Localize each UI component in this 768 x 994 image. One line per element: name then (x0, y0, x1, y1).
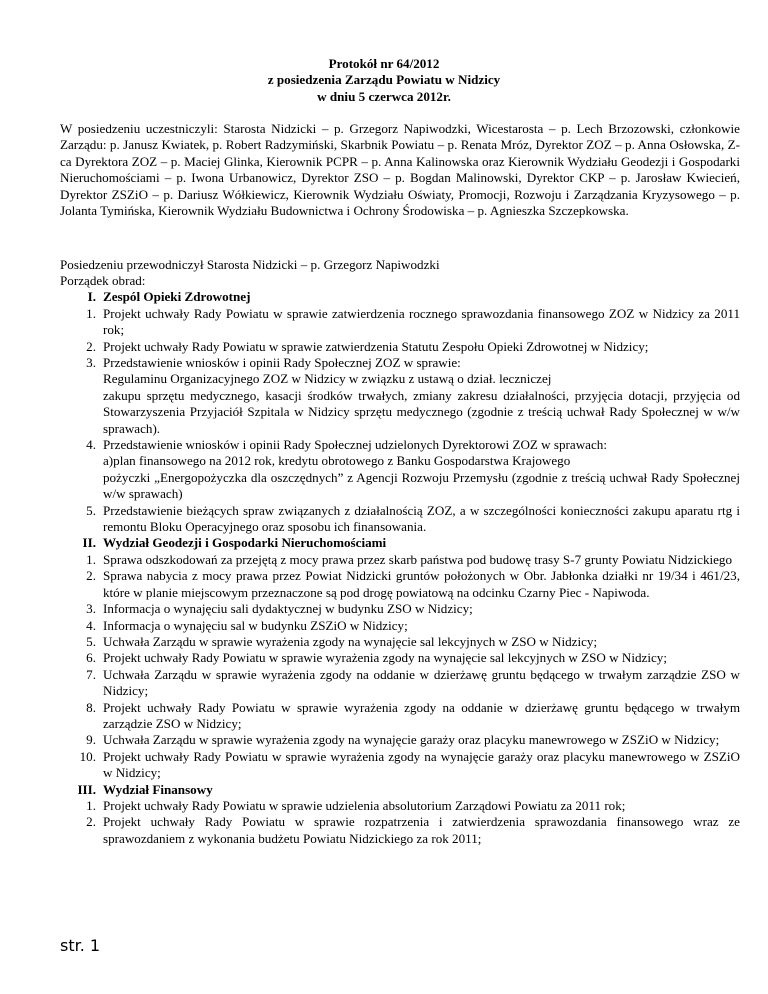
attendees-paragraph: W posiedzeniu uczestniczyli: Starosta Nidzicki – p. Grzegorz Napiwodzki, Wicestarosta – p. Lech Brzozowski, członkowie Zarządu: p. Janusz Kwiatek, p. Robert Radzymiński, Skarbnik Powiatu – p. Renata Mróz, Dyrektor ZOZ – p. Anna Osłowska, Z-ca Dyrektora ZOZ – p. Maciej Glinka, Kierownik PCPR – p. Anna Kalinowska oraz Kierownik Wydziału Geodezji i Gospodarki Nieruchomościami – p. Iwona Urbanowicz, Dyrektor ZSO – p. Bogdan Malinowski, Dyrektor CKP – p. Jarosław Kwiecień, Dyrektor ZSZiO – p. Dariusz Wółkiewicz, Kierownik Wydziału Oświaty, Promocji, Rozwoju i Zarządzania Kryzysowego – p. Jolanta Tymińska, Kierownik Wydziału Budownictwa i Ochrony Środowiska – p. Agnieszka Szczepkowska. (60, 121, 740, 219)
agenda-item (60, 618, 740, 634)
item-number: 2. (86, 568, 96, 584)
agenda-item (60, 749, 740, 782)
item-number: 2. (86, 338, 96, 354)
agenda-item (60, 355, 740, 437)
chair-line: Posiedzeniu przewodniczył Starosta Nidzicki – p. Grzegorz Napiwodzki (60, 257, 440, 272)
item-number: 6. (86, 650, 96, 666)
item-text: Przedstawienie wniosków i opinii Rady Społecznej udzielonych Dyrektorowi ZOZ w sprawach: (103, 437, 607, 453)
item-text: Informacja o wynajęciu sal w budynku ZSZiO w Nidzicy; (103, 617, 408, 633)
agenda-item (60, 700, 740, 733)
agenda-item (60, 667, 740, 700)
item-text: Projekt uchwały Rady Powiatu w sprawie zatwierdzenia rocznego sprawozdania finansowego ZOZ w Nidzicy za 2011 rok; (103, 305, 740, 338)
item-text: Informacja o wynajęciu sali dydaktycznej w budynku ZSO w Nidzicy; (103, 601, 473, 617)
agenda-section-heading (60, 535, 740, 551)
item-text: Przedstawienie wniosków i opinii Rady Społecznej ZOZ w sprawie: (103, 355, 461, 371)
item-number: 10. (79, 748, 96, 764)
item-number: 9. (86, 732, 96, 748)
document-title (0, 56, 768, 105)
title-line-2: z posiedzenia Zarządu Powiatu w Nidzicy (267, 72, 501, 88)
item-text: Uchwała Zarządu w sprawie wyrażenia zgody na oddanie w dzierżawę gruntu będącego w trwałym zarządzie ZSO w Nidzicy; (103, 666, 740, 699)
agenda-section-heading (60, 289, 740, 305)
page-number: str. 1 (60, 936, 101, 955)
agenda-item (60, 814, 740, 847)
agenda-item (60, 634, 740, 650)
item-number: 1. (86, 797, 96, 813)
agenda-item (60, 437, 740, 503)
item-number: 1. (86, 551, 96, 567)
agenda-label: Porządek obrad: (60, 273, 146, 288)
item-number: 5. (86, 502, 96, 518)
title-line-3: w dniu 5 czerwca 2012r. (317, 88, 451, 104)
item-number: 4. (86, 437, 96, 453)
item-number: 3. (86, 355, 96, 371)
item-text: Uchwała Zarządu w sprawie wyrażenia zgody na wynajęcie garaży oraz placyku manewrowego w ZSZiO w Nidzicy; (103, 732, 720, 748)
section-title: Wydział Finansowy (103, 781, 213, 797)
item-number: 8. (86, 699, 96, 715)
item-number: 1. (86, 305, 96, 321)
section-title: Wydział Geodezji i Gospodarki Nieruchomościami (103, 535, 387, 551)
agenda-item (60, 798, 740, 814)
agenda-item (60, 601, 740, 617)
agenda-item (60, 306, 740, 339)
item-text: Przedstawienie bieżących spraw związanych z działalnością ZOZ, a w szczególności konieczności zakupu aparatu rtg i remontu Bloku Operacyjnego oraz sposobu ich finansowania. (103, 502, 740, 535)
agenda-sections (60, 289, 740, 847)
item-text: Projekt uchwały Rady Powiatu w sprawie zatwierdzenia Statutu Zespołu Opieki Zdrowotnej w Nidzicy; (103, 338, 649, 354)
agenda-item (60, 568, 740, 601)
item-number: 5. (86, 633, 96, 649)
item-text: Projekt uchwały Rady Powiatu w sprawie wyrażenia zgody na wynajęcie garaży oraz placyku manewrowego w ZSZiO w Nidzicy; (103, 748, 740, 781)
agenda-item (60, 552, 740, 568)
agenda-item (60, 339, 740, 355)
item-text: Projekt uchwały Rady Powiatu w sprawie wyrażenia zgody na oddanie w dzierżawę gruntu będącego w trwałym zarządzie ZSO w Nidzicy; (103, 699, 740, 731)
agenda-item (60, 650, 740, 666)
agenda (60, 273, 740, 847)
item-subpoint: pożyczki „Energopożyczka dla oszczędnych” z Agencji Rozwoju Przemysłu (zgodnie z treścią uchwał Rady Społecznej w/w sprawach) (103, 469, 740, 502)
item-text: Projekt uchwały Rady Powiatu w sprawie rozpatrzenia i zatwierdzenia sprawozdania finansowego wraz ze sprawozdaniem z wykonania budżetu Powiatu Nidzickiego za rok 2011; (103, 814, 740, 846)
item-number: 3. (86, 601, 96, 617)
section-number: I. (87, 289, 96, 305)
item-number: 4. (86, 617, 96, 633)
item-number: 2. (86, 814, 96, 830)
title-line-1: Protokół nr 64/2012 (328, 56, 440, 71)
item-number: 7. (86, 666, 96, 682)
item-text: Projekt uchwały Rady Powiatu w sprawie udzielenia absolutorium Zarządowi Powiatu za 2011 rok; (103, 797, 626, 813)
item-text: Sprawa odszkodowań za przejętą z mocy prawa przez skarb państwa pod budowę trasy S-7 grunty Powiatu Nidzickiego (103, 551, 733, 567)
item-text: Projekt uchwały Rady Powiatu w sprawie wyrażenia zgody na wynajęcie sal lekcyjnych w ZSO w Nidzicy; (103, 650, 667, 666)
item-subpoint: zakupu sprzętu medycznego, kasacji środków trwałych, zmiany zakresu działalności, przyjęcia dotacji, przyjęcia od Stowarzyszenia Przyjaciół Szpitala w Nidzicy sprzętu medycznego (zgodnie z treścią uchwał Rady Społecznej w w/w sprawach). (103, 387, 740, 436)
agenda-item (60, 732, 740, 748)
item-subpoint: Regulaminu Organizacyjnego ZOZ w Nidzicy w związku z ustawą o dział. leczniczej (103, 371, 552, 387)
section-title: Zespól Opieki Zdrowotnej (103, 289, 251, 305)
item-subpoint: a)plan finansowego na 2012 rok, kredytu obrotowego z Banku Gospodarstwa Krajowego (103, 453, 571, 469)
section-number: II. (82, 535, 96, 551)
agenda-item (60, 503, 740, 536)
item-text: Sprawa nabycia z mocy prawa przez Powiat Nidzicki gruntów położonych w Obr. Jabłonka działki nr 19/34 i 461/23, które w planie miejscowym przeznaczone są pod drogę powiatową na odcinku Czarny Piec - Napiwoda. (103, 568, 740, 600)
item-text: Uchwała Zarządu w sprawie wyrażenia zgody na wynajęcie sal lekcyjnych w ZSO w Nidzicy; (103, 633, 598, 649)
section-number: III. (77, 781, 96, 797)
agenda-section-heading (60, 782, 740, 798)
